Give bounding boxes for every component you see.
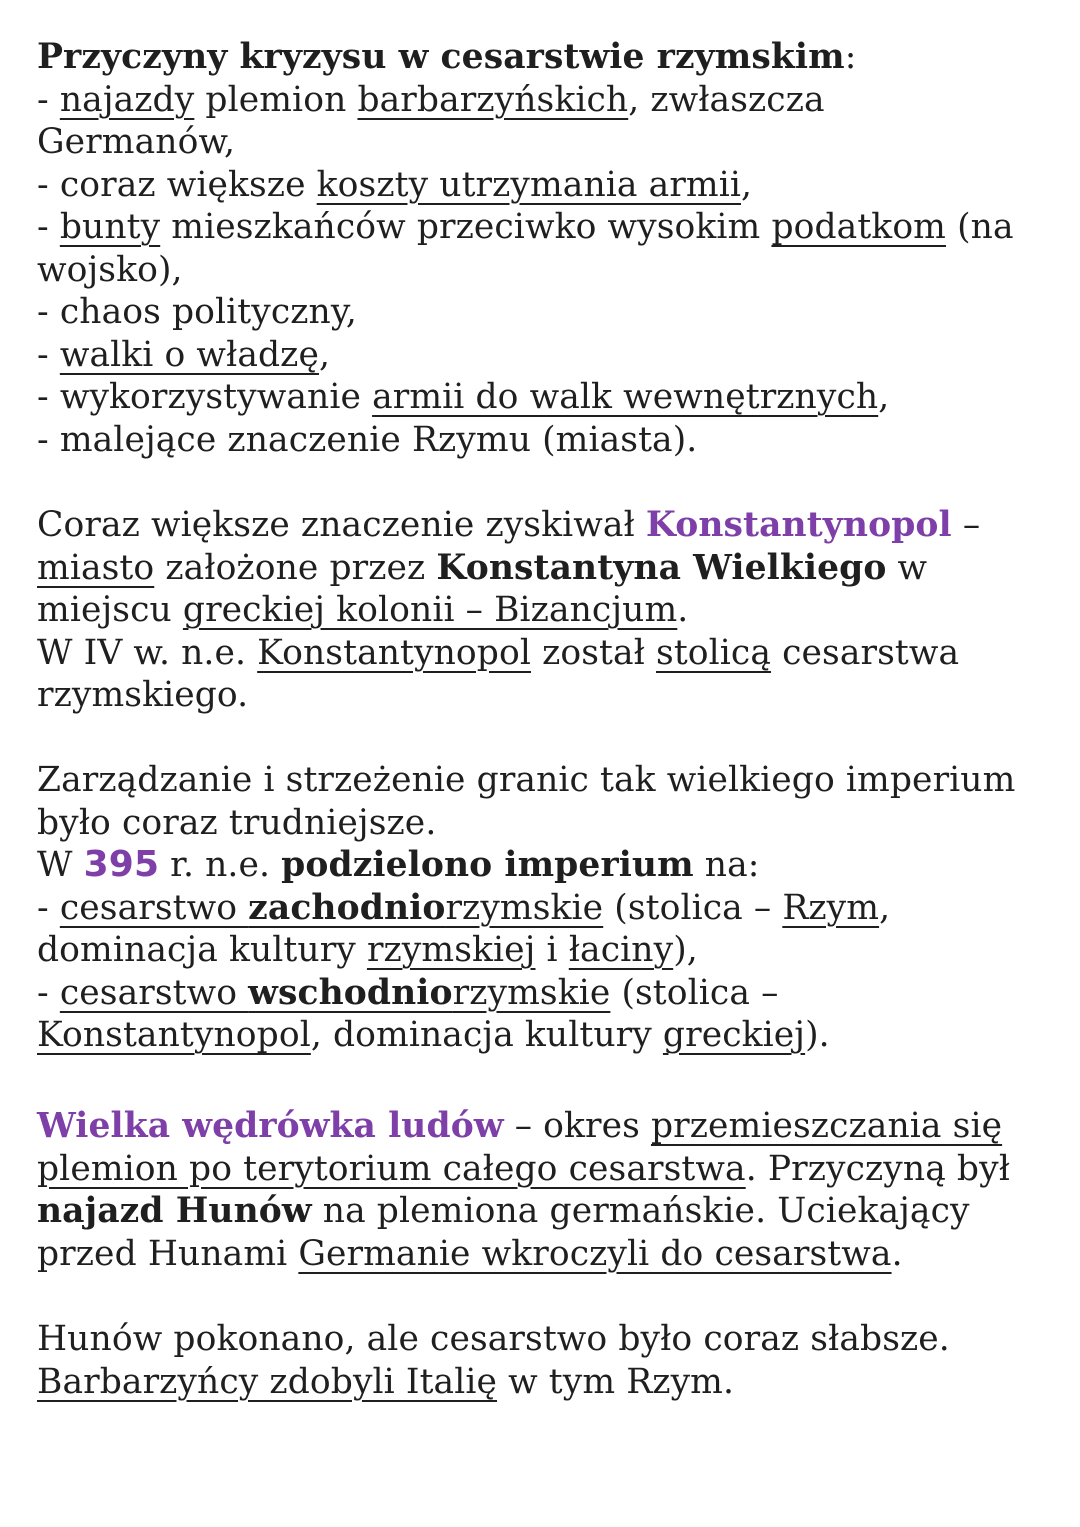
division-item-west: - cesarstwo zachodniorzymskie (stolica – Rzym,	[37, 887, 891, 928]
konstantynopol-paragraph: Coraz większe znaczenie zyskiwał Konstantynopol – miasto założone przez Konstantyna Wielkiego w miejscu greckiej kolonii – Bizancjum. W IV w. n.e. Konstantynopol został stolicą cesarstwa rzymskiego.	[37, 505, 981, 715]
cause-item: - najazdy plemion barbarzyńskich, zwłaszcza	[37, 79, 825, 120]
migration-highlight: Wielka wędrówka ludów	[37, 1106, 504, 1146]
division-item-east: - cesarstwo wschodniorzymskie (stolica –	[37, 972, 779, 1013]
cause-item: - chaos polityczny,	[37, 292, 357, 332]
konstantynopol-highlight: Konstantynopol	[645, 505, 952, 545]
causes-section	[37, 36, 1047, 461]
cause-item: - walki o władzę,	[37, 334, 331, 375]
cause-item-cont: wojsko),	[37, 249, 183, 290]
cause-item-cont: Germanów,	[37, 122, 236, 162]
huns-paragraph: Hunów pokonano, ale cesarstwo było coraz słabsze. Barbarzyńcy zdobyli Italię w tym Rzym.	[37, 1319, 950, 1402]
division-paragraph: Zarządzanie i strzeżenie granic tak wielkiego imperium było coraz trudniejsze. W 395 r. n.e. podzielono imperium na: - cesarstwo zachodniorzymskie (stolica – Rzym, dominacja kultury rzymskiej i łaciny), - cesarstwo wschodniorzymskie (stolica – Konstantynopol, dominacja kultury greckiej).	[37, 759, 1047, 1057]
cause-item: - malejące znaczenie Rzymu (miasta).	[37, 419, 698, 460]
section-title: Przyczyny kryzysu w cesarstwie rzymskim	[37, 37, 845, 77]
cause-item: - coraz większe koszty utrzymania armii,	[37, 164, 753, 205]
cause-item: - bunty mieszkańców przeciwko wysokim podatkom (na	[37, 207, 1014, 247]
cause-item: - wykorzystywanie armii do walk wewnętrznych,	[37, 377, 890, 417]
year-highlight: 395	[83, 844, 160, 885]
migration-paragraph: Wielka wędrówka ludów – okres przemieszczania się plemion po terytorium całego cesarstwa. Przyczyną był najazd Hunów na plemiona germańskie. Uciekający przed Hunami Germanie wkroczyli do cesarstwa.	[37, 1106, 1010, 1274]
section-title-line: Przyczyny kryzysu w cesarstwie rzymskim:	[37, 37, 857, 77]
